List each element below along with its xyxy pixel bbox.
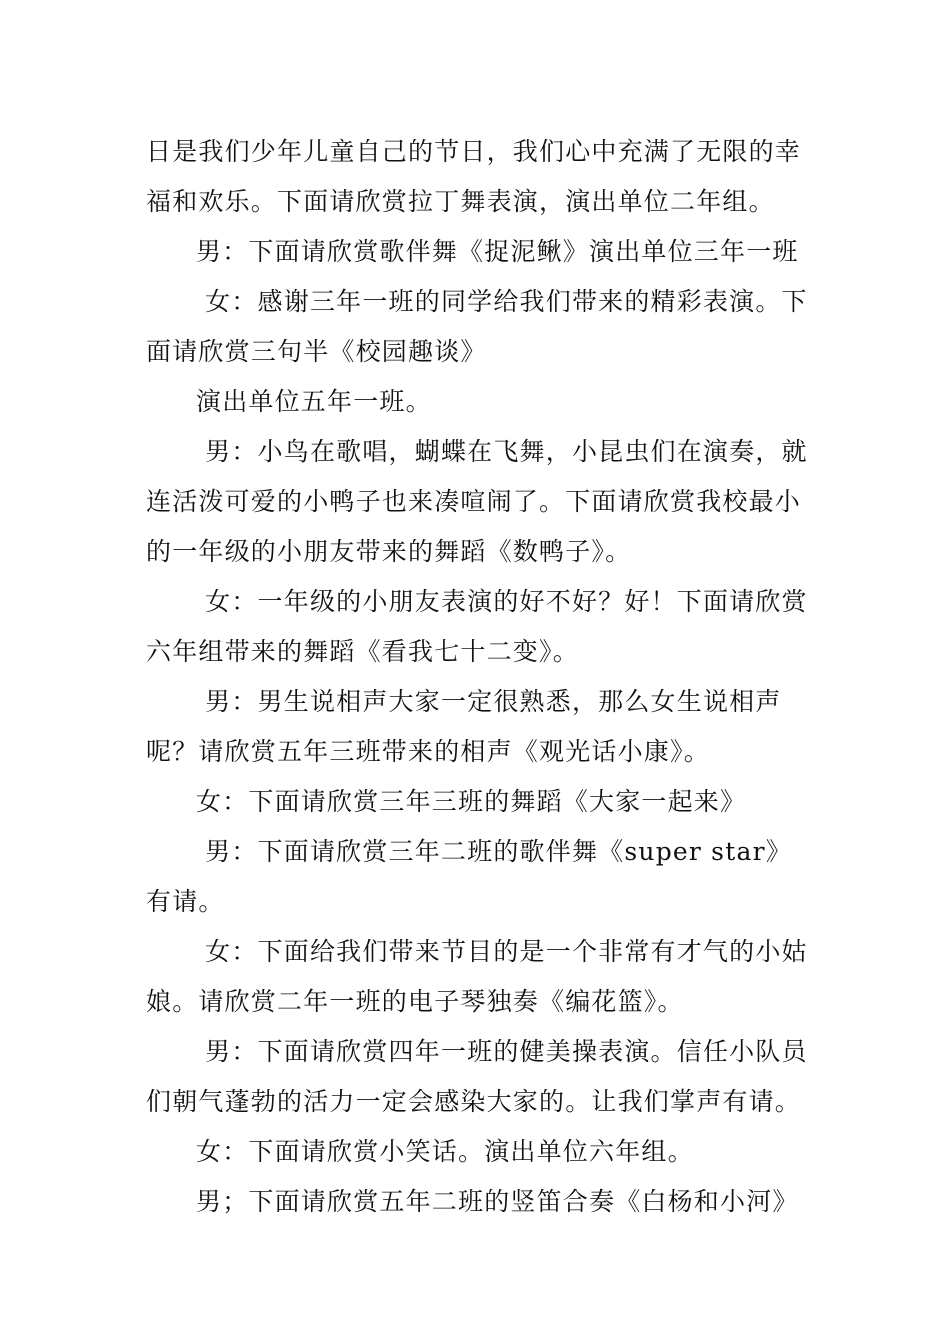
paragraph-intro: 日是我们少年儿童自己的节日，我们心中充满了无限的幸福和欢乐。下面请欣赏拉丁舞表演，演出单位二年组。 [146, 137, 802, 216]
paragraph-female-1: 女：感谢三年一班的同学给我们带来的精彩表演。下面请欣赏三句半《校园趣谈》 [146, 287, 808, 366]
paragraph-male-4: 男：下面请欣赏三年二班的歌伴舞《super star》有请。 [146, 837, 792, 916]
paragraph-female-3: 女：下面请欣赏三年三班的舞蹈《大家一起来》 [196, 787, 747, 816]
document-page [146, 127, 810, 1227]
paragraph-male-2: 男：小鸟在歌唱，蝴蝶在飞舞，小昆虫们在演奏，就连活泼可爱的小鸭子也来凑喧闹了。下面请欣赏我校最小的一年级的小朋友带来的舞蹈《数鸭子》。 [146, 437, 808, 566]
paragraph-male-3: 男：男生说相声大家一定很熟悉，那么女生说相声呢？请欣赏五年三班带来的相声《观光话小康》。 [146, 687, 782, 766]
paragraph-female-4: 女：下面给我们带来节目的是一个非常有才气的小姑娘。请欣赏二年一班的电子琴独奏《编花篮》。 [146, 937, 808, 1016]
paragraph-male-6: 男；下面请欣赏五年二班的竖笛合奏《白杨和小河》 [196, 1187, 799, 1216]
paragraph-female-5: 女：下面请欣赏小笑话。演出单位六年组。 [196, 1137, 694, 1166]
paragraph-male-1: 男：下面请欣赏歌伴舞《捉泥鳅》演出单位三年一班 [196, 237, 799, 266]
paragraph-female-2: 女：一年级的小朋友表演的好不好？好！下面请欣赏六年组带来的舞蹈《看我七十二变》。 [146, 587, 808, 666]
paragraph-male-5: 男：下面请欣赏四年一班的健美操表演。信任小队员们朝气蓬勃的活力一定会感染大家的。让我们掌声有请。 [146, 1037, 808, 1116]
paragraph-performer: 演出单位五年一班。 [196, 387, 432, 416]
